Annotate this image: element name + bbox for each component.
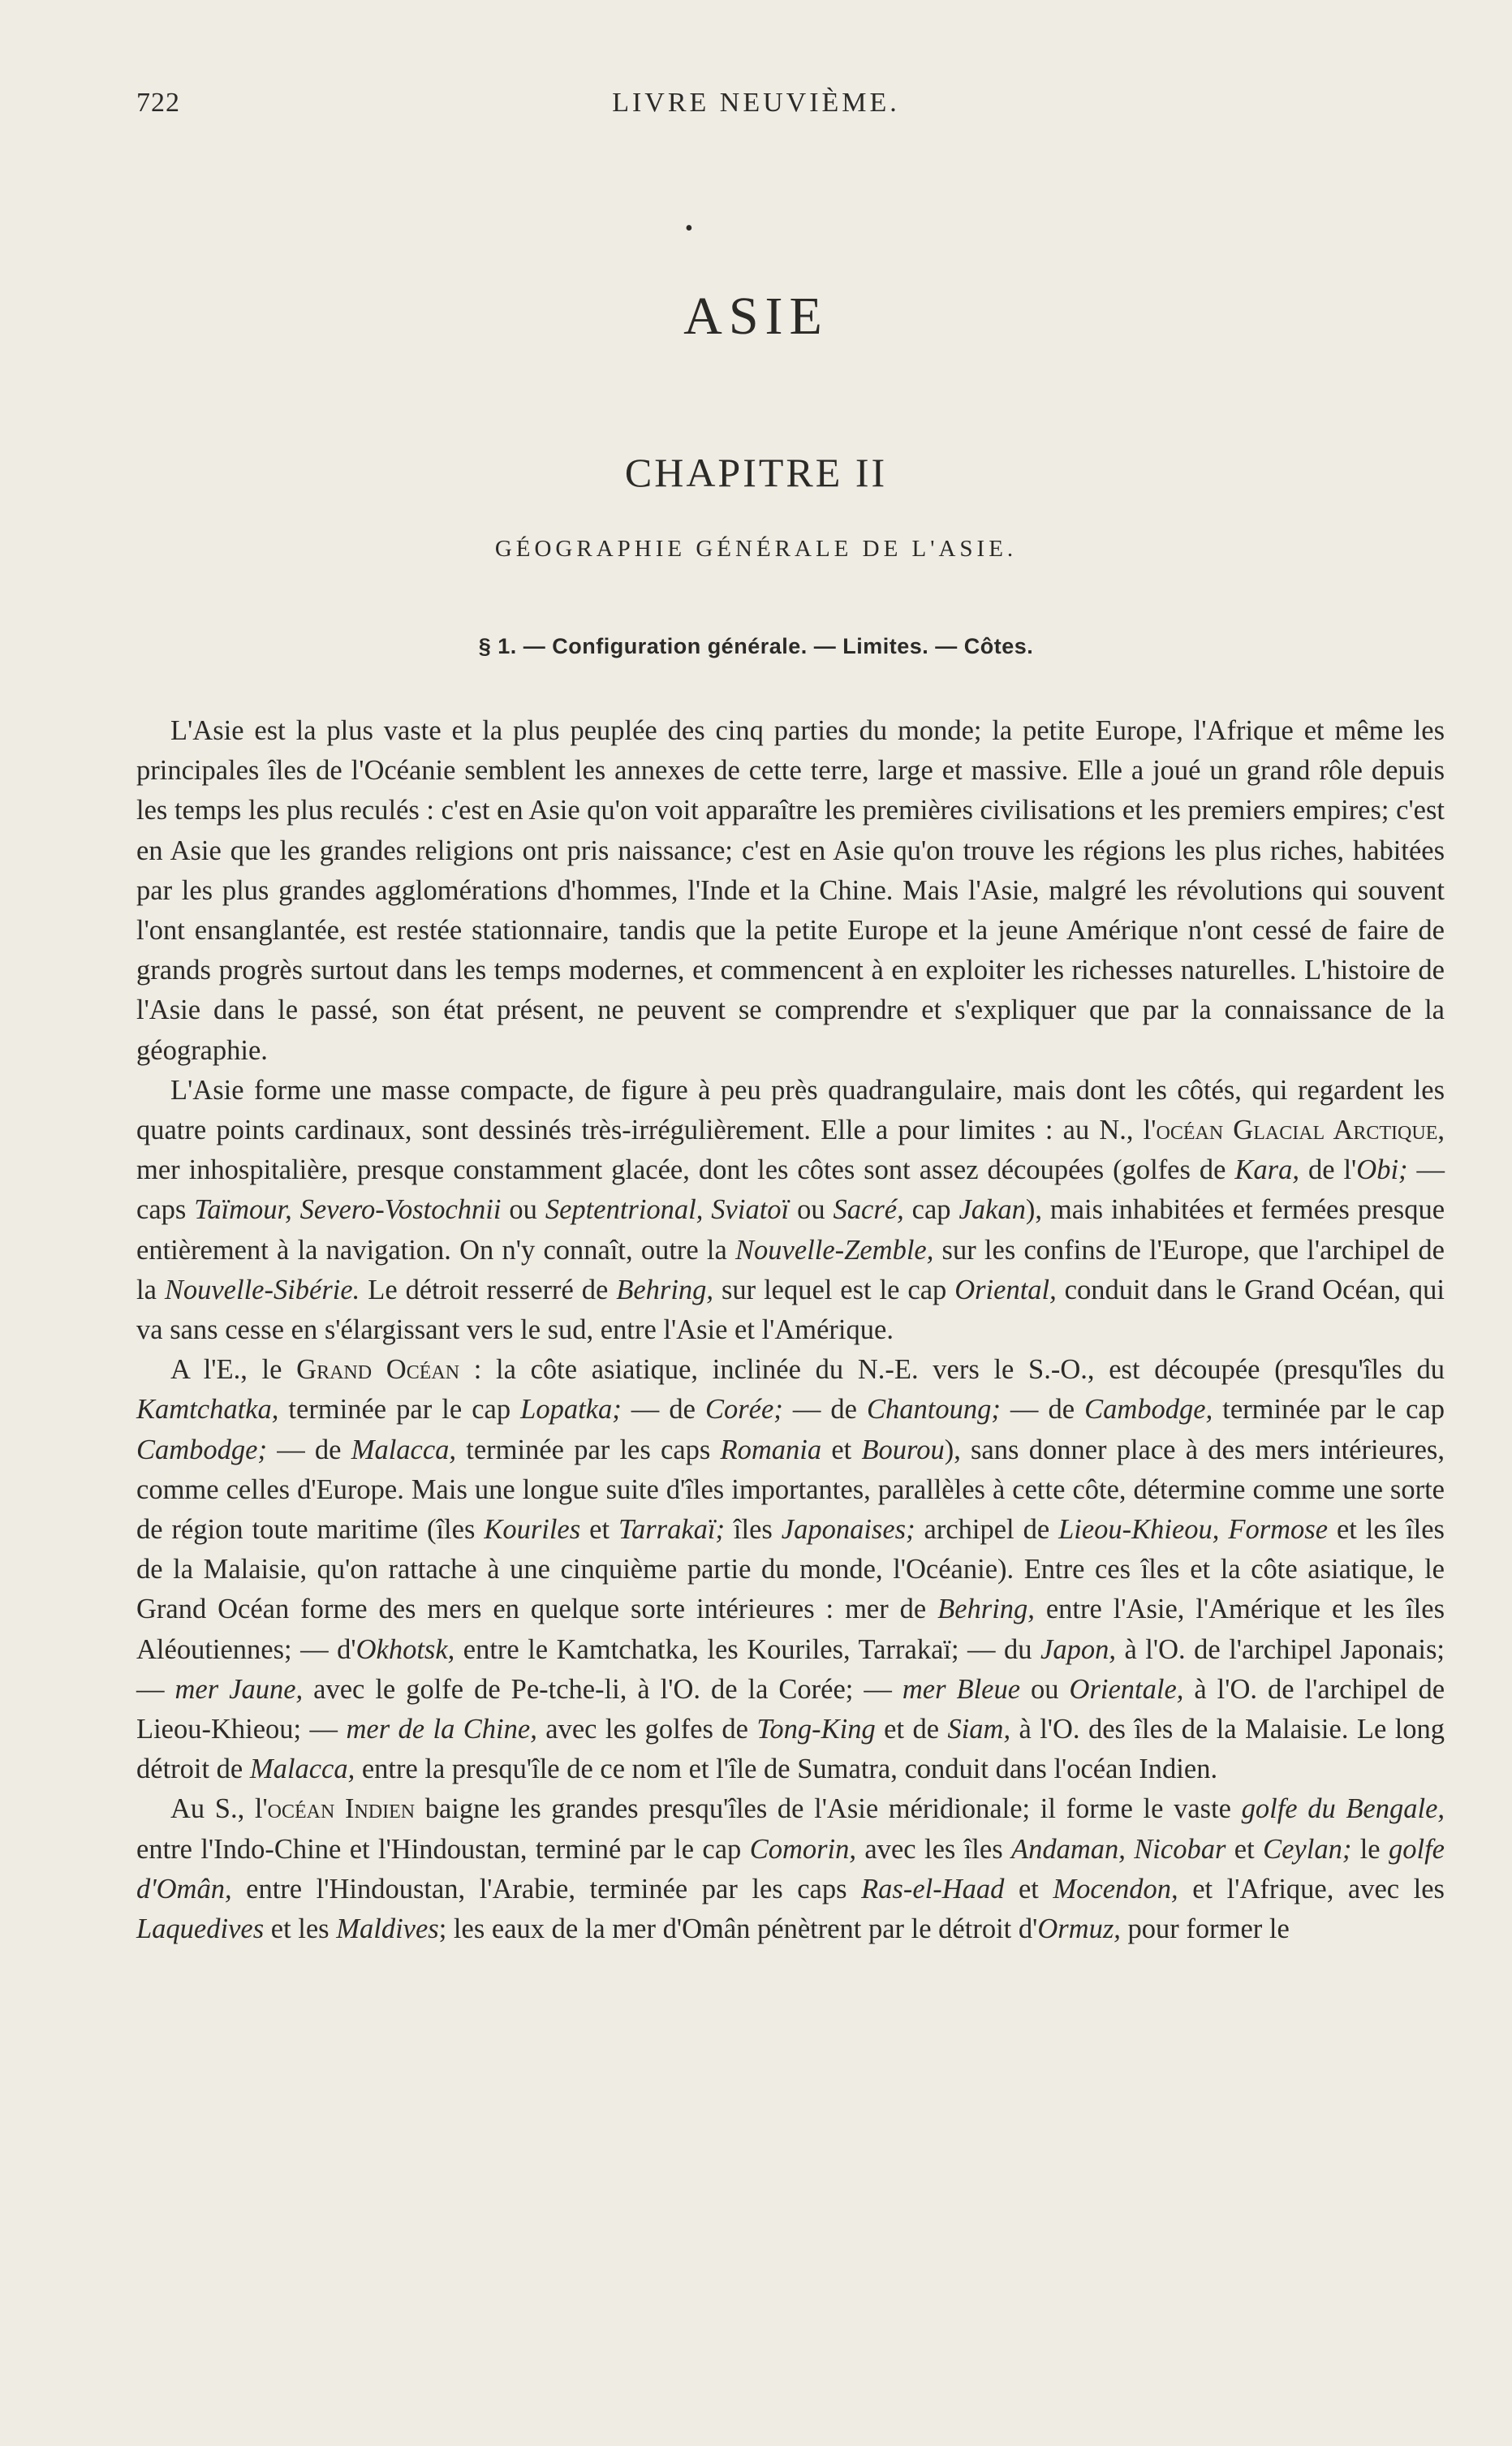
text-run: Le détroit resserré de [360, 1274, 617, 1305]
smallcaps-term: Grand Océan [296, 1354, 460, 1386]
text-run: A l'E., le [170, 1354, 297, 1386]
italic-term: Kouriles [484, 1514, 581, 1546]
text-run: L'Asie forme une masse compacte, de figure à peu près quadrangulaire, mais dont les côtés, qui regardent les quatre points cardinaux, sont dessinés très-irrégulièrement. Elle a pour limites : au N., l' [136, 1074, 1445, 1146]
italic-term: golfe d'Omân, [136, 1833, 1445, 1905]
paragraph-1 [136, 711, 1445, 1071]
text-run: entre la presqu'île de ce nom et l'île de Sumatra, conduit dans l'océan Indien. [355, 1754, 1218, 1785]
italic-term: Tarrakaï; [618, 1514, 725, 1546]
italic-term: Laquedives [136, 1913, 265, 1945]
italic-term: Cambodge; [136, 1434, 267, 1465]
italic-term: Sacré, [833, 1194, 904, 1226]
italic-term: Mocendon, [1053, 1873, 1178, 1905]
chapter-title: CHAPITRE II [624, 450, 888, 495]
smallcaps-term: océan Indien [267, 1793, 416, 1825]
italic-term: Corée; [704, 1394, 783, 1426]
italic-term: Behring, [616, 1274, 714, 1305]
italic-term: Malacca, [351, 1434, 457, 1465]
italic-term: Siam, [947, 1714, 1011, 1745]
text-run: à l'O. des îles de la Malaisie. Le long détroit de [136, 1714, 1445, 1785]
text-run: conduit dans le Grand Océan, qui va sans cesse en s'élargissant vers le sud, entre l'Asie et l'Amérique. [136, 1274, 1445, 1346]
text-run: avec les îles [856, 1833, 1012, 1865]
italic-term: mer Jaune, [174, 1673, 304, 1705]
italic-term: Okhotsk, [355, 1633, 455, 1665]
text-run: — caps [136, 1154, 1445, 1226]
italic-term: Andaman, Nicobar [1011, 1833, 1226, 1865]
text-run: — de [266, 1434, 351, 1465]
text-run: entre l'Asie, l'Amérique et les îles Aléoutiennes; — d' [136, 1594, 1445, 1665]
text-run: sur lequel est le cap [713, 1274, 955, 1305]
running-title: LIVRE NEUVIÈME. [612, 88, 900, 118]
section-heading: § 1. — Configuration générale. — Limites. — Côtes. [478, 634, 1034, 658]
text-run: archipel de [915, 1514, 1059, 1546]
italic-term: Japonaises; [781, 1514, 915, 1546]
text-run: et l'Afrique, avec les [1178, 1873, 1445, 1905]
text-run: — de [1000, 1394, 1085, 1426]
running-head [136, 88, 1376, 136]
italic-term: Ceylan; [1263, 1833, 1352, 1865]
paragraph-2 [136, 1071, 1445, 1350]
italic-term: Taïmour, Severo-Vostochnii [194, 1194, 502, 1226]
text-run: et [580, 1514, 618, 1546]
text-run: baigne les grandes presqu'îles de l'Asie méridionale; il forme le vaste [415, 1793, 1242, 1825]
italic-term: Japon, [1040, 1633, 1116, 1665]
italic-term: Bourou [861, 1434, 945, 1465]
italic-term: Comorin, [749, 1833, 856, 1865]
italic-term: Chantoung; [867, 1394, 1001, 1426]
text-run: — de [621, 1394, 705, 1426]
part-title: ASIE [683, 287, 829, 346]
text-run: entre l'Hindoustan, l'Arabie, terminée par les caps [231, 1873, 862, 1905]
text-run: L'Asie est la plus vaste et la plus peuplée des cinq parties du monde; la petite Europe, l'Afrique et même les principales îles de l'Océanie semblent les annexes de cette terre, large et massive. Elle a joué un grand rôle depuis les temps les plus reculés : c'est en Asie qu'on voit apparaître les premières civilisations et les premiers empires; c'est en Asie que les grandes religions ont pris naissance; c'est en Asie qu'on trouve les régions les plus riches, habitées par les plus grandes agglomérations d'hommes, l'Inde et la Chine. Mais l'Asie, malgré les révolutions qui souvent l'ont ensanglantée, est restée stationnaire, tandis que la petite Europe et la jeune Amérique n'ont cessé de faire de grands progrès surtout dans les temps modernes, et commencent à en exploiter les richesses naturelles. L'histoire de l'Asie dans le passé, son état présent, ne peuvent se comprendre et s'expliquer que par la connaissance de la géographie. [136, 715, 1445, 1066]
text-run: sur les confins de l'Europe, que l'archipel de la [136, 1234, 1445, 1305]
italic-term: Behring, [937, 1594, 1035, 1625]
italic-term: Ormuz, [1037, 1913, 1121, 1945]
italic-term: golfe du Bengale, [1241, 1793, 1445, 1825]
text-run: avec les golfes de [536, 1714, 757, 1745]
text-run: cap [903, 1194, 959, 1226]
text-run: à l'O. de l'archipel de Lieou-Khieou; — [136, 1673, 1445, 1745]
italic-term: Lieou-Khieou, Formose [1058, 1514, 1329, 1546]
text-run: de l' [1299, 1154, 1357, 1186]
italic-term: Lopatka; [520, 1394, 622, 1426]
text-run: et de [875, 1714, 948, 1745]
text-run: ou [1020, 1673, 1070, 1705]
text-run: ; les eaux de la mer d'Omân pénètrent par le détroit d' [438, 1913, 1038, 1945]
italic-term: Orientale, [1069, 1673, 1184, 1705]
italic-term: Jakan [958, 1194, 1026, 1226]
text-run: terminée par le cap [278, 1394, 521, 1426]
italic-term: mer Bleue [902, 1673, 1021, 1705]
text-run: et [1004, 1873, 1053, 1905]
italic-term: Obi; [1356, 1154, 1408, 1186]
paragraph-3 [136, 1350, 1445, 1789]
italic-term: Malacca, [249, 1754, 355, 1785]
text-run: ), sans donner place à des mers intérieures, comme celles d'Europe. Mais une longue suite d'îles importantes, parallèles à cette côte, détermine comme une sorte de région toute maritime (îles [136, 1434, 1445, 1546]
text-run: terminée par le cap [1213, 1394, 1445, 1426]
smallcaps-term: océan Glacial Arctique [1156, 1115, 1438, 1146]
page-number: 722 [136, 88, 180, 118]
italic-term: Tong-King [756, 1714, 876, 1745]
italic-term: Oriental, [954, 1274, 1057, 1305]
italic-term: Nouvelle-Sibérie. [164, 1274, 360, 1305]
text-run: et [1226, 1833, 1264, 1865]
text-run: ou [501, 1194, 545, 1226]
text-run: : la côte asiatique, inclinée du N.-E. vers le S.-O., est découpée (presqu'îles du [459, 1354, 1445, 1386]
text-run: entre le Kamtchatka, les Kouriles, Tarrakaï; — du [454, 1633, 1041, 1665]
text-run: et les îles de la Malaisie, qu'on rattache à une cinquième partie du monde, l'Océanie). Entre ces îles et la côte asiatique, le Grand Océan forme des mers en quelque sorte intérieures : mer de [136, 1514, 1445, 1625]
text-run: ), mais inhabitées et fermées presque entièrement à la navigation. On n'y connaît, outre la [136, 1194, 1445, 1266]
text-run: et les [264, 1913, 337, 1945]
text-run: , mer inhospitalière, presque constamment glacée, dont les côtes sont assez découpées (golfes de [136, 1115, 1445, 1186]
text-run: ou [789, 1194, 834, 1226]
italic-term: Ras-el-Haad [861, 1873, 1005, 1905]
body-text [136, 711, 1445, 1949]
italic-term: Maldives [336, 1913, 439, 1945]
text-run: — de [782, 1394, 868, 1426]
paragraph-4 [136, 1789, 1445, 1949]
italic-term: Kara, [1234, 1154, 1299, 1186]
text-run: Au S., l' [170, 1793, 268, 1825]
text-run: terminée par les caps [456, 1434, 721, 1465]
text-run: îles [724, 1514, 782, 1546]
text-run: à l'O. de l'archipel Japonais; — [136, 1633, 1445, 1705]
italic-term: Nouvelle-Zemble, [735, 1234, 934, 1266]
italic-term: Septentrional, Sviatoï [545, 1194, 790, 1226]
text-run: avec le golfe de Pe-tche-li, à l'O. de la Corée; — [303, 1673, 902, 1705]
italic-term: Cambodge, [1084, 1394, 1213, 1426]
ornament-dot: • [685, 216, 693, 241]
text-run: entre l'Indo-Chine et l'Hindoustan, terminé par le cap [136, 1833, 750, 1865]
text-run: et [821, 1434, 862, 1465]
italic-term: mer de la Chine, [346, 1714, 537, 1745]
text-run: pour former le [1120, 1913, 1290, 1945]
italic-term: Romania [720, 1434, 822, 1465]
chapter-subtitle: GÉOGRAPHIE GÉNÉRALE DE L'ASIE. [494, 536, 1018, 562]
text-run: le [1351, 1833, 1389, 1865]
italic-term: Kamtchatka, [136, 1394, 279, 1426]
